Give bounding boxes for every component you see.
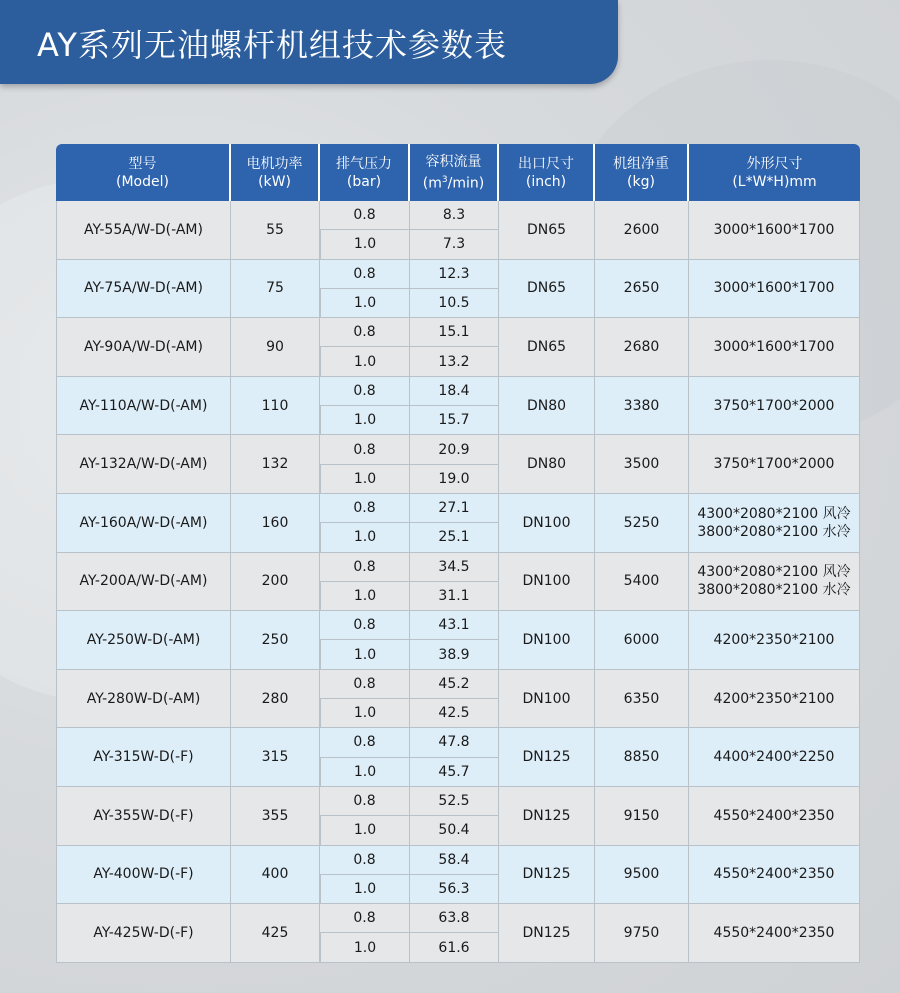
dimensions-cell (689, 611, 860, 670)
table-row (56, 318, 860, 347)
dimension-line: 4200*2350*2100 (713, 631, 835, 648)
dimensions-cell (689, 435, 860, 494)
dimensions-cell (689, 553, 860, 612)
table-row (56, 670, 860, 699)
outlet-cell: DN80 (499, 377, 595, 436)
flow-cell: 31.1 (410, 582, 499, 611)
outlet-cell: DN100 (499, 553, 595, 612)
pressure-cell: 0.8 (320, 728, 410, 757)
weight-cell: 2680 (595, 318, 689, 377)
flow-cell: 45.2 (410, 670, 499, 699)
pressure-cell: 1.0 (320, 816, 410, 845)
table-row (56, 611, 860, 640)
pressure-cell: 1.0 (320, 347, 410, 376)
flow-cell: 56.3 (410, 875, 499, 904)
pressure-cell: 1.0 (320, 933, 410, 962)
flow-cell: 63.8 (410, 904, 499, 933)
pressure-cell: 0.8 (320, 553, 410, 582)
flow-cell: 34.5 (410, 553, 499, 582)
motor-power-cell: 160 (231, 494, 320, 553)
model-cell: AY-355W-D(-F) (56, 787, 231, 846)
spec-table (56, 144, 860, 963)
outlet-cell: DN100 (499, 670, 595, 729)
table-row (56, 553, 860, 582)
dimension-line: 3750*1700*2000 (713, 397, 835, 414)
motor-power-cell: 280 (231, 670, 320, 729)
header-flow-rate: 容积流量 $(m^3/\min)$ (410, 144, 499, 201)
table-row (56, 201, 860, 230)
motor-power-cell: 355 (231, 787, 320, 846)
table-row (56, 846, 860, 875)
pressure-cell: 0.8 (320, 787, 410, 816)
dimension-line: 3000*1600*1700 (713, 221, 835, 238)
pressure-cell: 0.8 (320, 435, 410, 464)
flow-cell: 42.5 (410, 699, 499, 728)
flow-cell: 15.1 (410, 318, 499, 347)
dimension-line: 3750*1700*2000 (713, 456, 835, 473)
table-header-row (56, 144, 860, 201)
dimension-line: 4400*2400*2250 (713, 749, 835, 766)
weight-cell: 2650 (595, 260, 689, 319)
motor-power-cell: 55 (231, 201, 320, 260)
weight-cell: 9750 (595, 904, 689, 963)
flow-cell: 61.6 (410, 933, 499, 962)
pressure-cell: 0.8 (320, 260, 410, 289)
flow-cell: 20.9 (410, 435, 499, 464)
table-row (56, 377, 860, 406)
header-motor-power: 电机功率 (kW) (231, 144, 320, 201)
model-cell: AY-315W-D(-F) (56, 728, 231, 787)
motor-power-cell: 425 (231, 904, 320, 963)
pressure-cell: 1.0 (320, 523, 410, 552)
outlet-cell: DN125 (499, 728, 595, 787)
pressure-cell: 1.0 (320, 465, 410, 494)
dimensions-cell (689, 670, 860, 729)
dimension-line: 3000*1600*1700 (713, 280, 835, 297)
outlet-cell: DN125 (499, 846, 595, 905)
weight-cell: 5400 (595, 553, 689, 612)
flow-cell: 58.4 (410, 846, 499, 875)
weight-cell: 8850 (595, 728, 689, 787)
flow-cell: 15.7 (410, 406, 499, 435)
motor-power-cell: 75 (231, 260, 320, 319)
dimensions-cell (689, 904, 860, 963)
pressure-cell: 1.0 (320, 406, 410, 435)
page-title: AY系列无油螺杆机组技术参数表 (37, 26, 507, 64)
flow-cell: 18.4 (410, 377, 499, 406)
outlet-cell: DN100 (499, 494, 595, 553)
weight-cell: 2600 (595, 201, 689, 260)
pressure-cell: 1.0 (320, 875, 410, 904)
table-row (56, 435, 860, 464)
pressure-cell: 1.0 (320, 289, 410, 318)
pressure-cell: 1.0 (320, 640, 410, 669)
model-cell: AY-160A/W-D(-AM) (56, 494, 231, 553)
flow-cell: 12.3 (410, 260, 499, 289)
flow-cell: 13.2 (410, 347, 499, 376)
outlet-cell: DN100 (499, 611, 595, 670)
flow-cell: 10.5 (410, 289, 499, 318)
model-cell: AY-400W-D(-F) (56, 846, 231, 905)
outlet-cell: DN125 (499, 904, 595, 963)
outlet-cell: DN65 (499, 318, 595, 377)
pressure-cell: 0.8 (320, 904, 410, 933)
flow-cell: 7.3 (410, 230, 499, 259)
header-dimensions: 外形尺寸 (L*W*H)mm (689, 144, 860, 201)
dimension-line: 4300*2080*2100 风冷 (697, 564, 851, 581)
header-model: 型号 (Model) (56, 144, 231, 201)
dimension-line: 3800*2080*2100 水冷 (697, 523, 851, 540)
table-row (56, 787, 860, 816)
dimension-line: 4200*2350*2100 (713, 690, 835, 707)
pressure-cell: 0.8 (320, 846, 410, 875)
motor-power-cell: 400 (231, 846, 320, 905)
flow-cell: 25.1 (410, 523, 499, 552)
dimension-line: 3800*2080*2100 水冷 (697, 582, 851, 599)
pressure-cell: 1.0 (320, 582, 410, 611)
flow-cell: 47.8 (410, 728, 499, 757)
model-cell: AY-90A/W-D(-AM) (56, 318, 231, 377)
model-cell: AY-280W-D(-AM) (56, 670, 231, 729)
weight-cell: 6000 (595, 611, 689, 670)
header-outlet-size: 出口尺寸 (inch) (499, 144, 595, 201)
weight-cell: 6350 (595, 670, 689, 729)
flow-cell: 19.0 (410, 465, 499, 494)
flow-cell: 50.4 (410, 816, 499, 845)
model-cell: AY-425W-D(-F) (56, 904, 231, 963)
model-cell: AY-132A/W-D(-AM) (56, 435, 231, 494)
flow-cell: 38.9 (410, 640, 499, 669)
dimensions-cell (689, 494, 860, 553)
dimension-line: 4300*2080*2100 风冷 (697, 505, 851, 522)
outlet-cell: DN80 (499, 435, 595, 494)
dimensions-cell (689, 377, 860, 436)
model-cell: AY-200A/W-D(-AM) (56, 553, 231, 612)
motor-power-cell: 132 (231, 435, 320, 494)
model-cell: AY-110A/W-D(-AM) (56, 377, 231, 436)
flow-cell: 45.7 (410, 758, 499, 787)
motor-power-cell: 90 (231, 318, 320, 377)
motor-power-cell: 250 (231, 611, 320, 670)
dimension-line: 4550*2400*2350 (713, 807, 835, 824)
pressure-cell: 0.8 (320, 377, 410, 406)
motor-power-cell: 200 (231, 553, 320, 612)
dimensions-cell (689, 728, 860, 787)
outlet-cell: DN65 (499, 201, 595, 260)
pressure-cell: 1.0 (320, 230, 410, 259)
dimension-line: 4550*2400*2350 (713, 924, 835, 941)
flow-cell: 27.1 (410, 494, 499, 523)
table-row (56, 728, 860, 757)
flow-cell: 43.1 (410, 611, 499, 640)
dimensions-cell (689, 787, 860, 846)
model-cell: AY-75A/W-D(-AM) (56, 260, 231, 319)
dimensions-cell (689, 260, 860, 319)
pressure-cell: 1.0 (320, 699, 410, 728)
weight-cell: 9500 (595, 846, 689, 905)
outlet-cell: DN65 (499, 260, 595, 319)
table-row (56, 494, 860, 523)
table-row (56, 260, 860, 289)
model-cell: AY-55A/W-D(-AM) (56, 201, 231, 260)
model-cell: AY-250W-D(-AM) (56, 611, 231, 670)
flow-cell: 8.3 (410, 201, 499, 230)
pressure-cell: 1.0 (320, 758, 410, 787)
table-row (56, 904, 860, 933)
flow-cell: 52.5 (410, 787, 499, 816)
dimensions-cell (689, 201, 860, 260)
weight-cell: 9150 (595, 787, 689, 846)
dimension-line: 3000*1600*1700 (713, 338, 835, 355)
header-net-weight: 机组净重 (kg) (595, 144, 689, 201)
weight-cell: 3500 (595, 435, 689, 494)
dimensions-cell (689, 846, 860, 905)
dimension-line: 4550*2400*2350 (713, 866, 835, 883)
motor-power-cell: 315 (231, 728, 320, 787)
header-discharge-pressure: 排气压力 (bar) (320, 144, 410, 201)
pressure-cell: 0.8 (320, 611, 410, 640)
motor-power-cell: 110 (231, 377, 320, 436)
pressure-cell: 0.8 (320, 318, 410, 347)
outlet-cell: DN125 (499, 787, 595, 846)
weight-cell: 5250 (595, 494, 689, 553)
pressure-cell: 0.8 (320, 201, 410, 230)
pressure-cell: 0.8 (320, 670, 410, 699)
weight-cell: 3380 (595, 377, 689, 436)
title-banner (0, 0, 618, 84)
pressure-cell: 0.8 (320, 494, 410, 523)
dimensions-cell (689, 318, 860, 377)
